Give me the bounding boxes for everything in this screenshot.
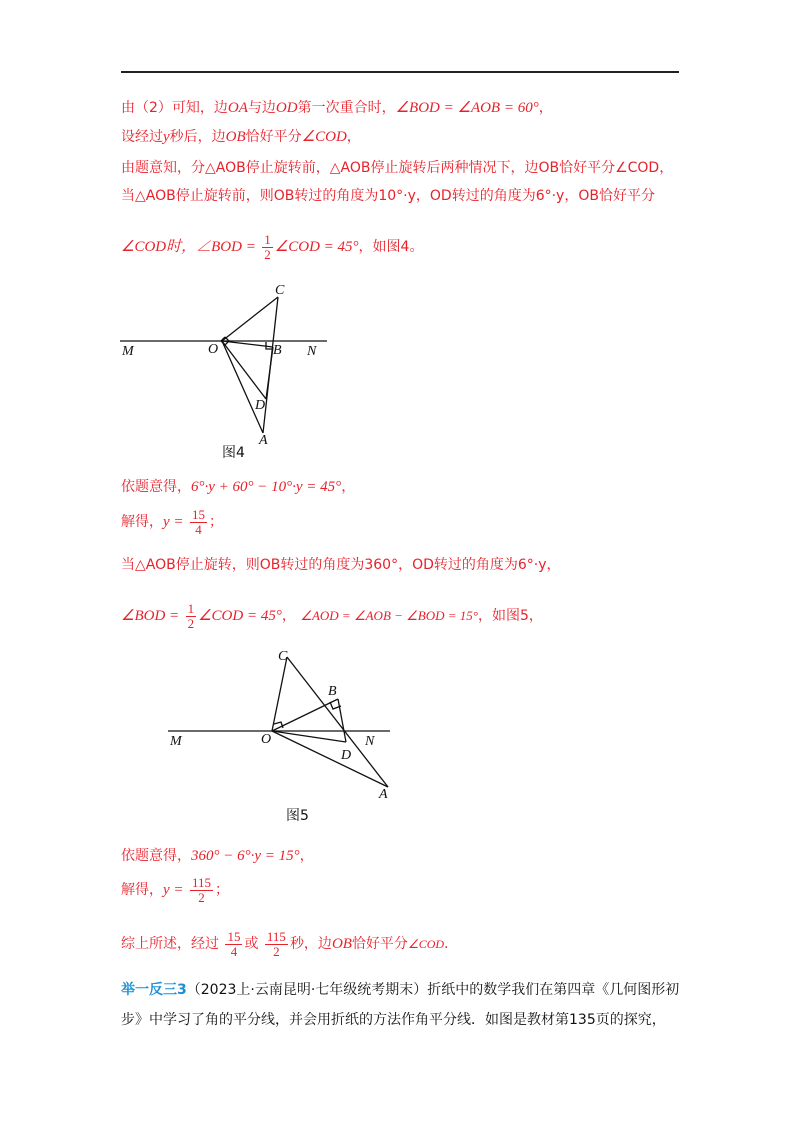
- label-c: C: [278, 649, 288, 664]
- text: ，: [281, 608, 296, 624]
- text: 依题意得，: [121, 479, 191, 495]
- text-line-8: 当△AOB停止旋转，则OB转过的角度为360°，OD转过的角度为6°·y，: [121, 557, 561, 573]
- text-line-12: [121, 928, 448, 960]
- text: （2023上·云南昆明·七年级统考期末）折纸中的数学我们在第四章《几何图形初: [186, 982, 680, 998]
- text-line-13: [121, 980, 679, 1000]
- text: ，: [538, 100, 553, 116]
- text: 与边: [247, 100, 276, 116]
- text: 由（2）可知，边: [121, 100, 228, 116]
- text: ∠COD时，: [121, 239, 197, 255]
- numerator: 115: [266, 928, 286, 944]
- equation: ∠COD = 45°: [198, 608, 282, 624]
- text: 秒后，边: [169, 129, 226, 145]
- math: OD: [275, 100, 298, 116]
- text: ，: [341, 479, 356, 495]
- fraction: [186, 602, 197, 631]
- math: OB: [331, 936, 352, 952]
- fraction: [265, 930, 288, 959]
- segment-bd: [266, 347, 273, 399]
- equation: ∠AOD = ∠AOB − ∠BOD = 15°: [300, 608, 478, 623]
- text-line-6: [121, 477, 355, 497]
- text-line-5: [121, 232, 423, 262]
- denominator: 2: [264, 246, 271, 262]
- label-o: O: [261, 732, 272, 747]
- math: ∠COD: [407, 937, 445, 951]
- denominator: 4: [230, 943, 238, 959]
- text: 解得，: [121, 514, 163, 530]
- text: 设经过: [121, 129, 163, 145]
- equation: 6°·y + 60° − 10°·y = 45°: [191, 479, 342, 495]
- label-d: D: [255, 398, 266, 413]
- text: .: [444, 936, 449, 952]
- segment-oc: [222, 297, 278, 341]
- fraction: [190, 876, 213, 905]
- text: ，: [299, 848, 314, 864]
- text-line-10: [121, 846, 314, 866]
- fraction: [225, 930, 242, 959]
- denominator: 2: [198, 889, 205, 905]
- numerator: 1: [187, 600, 195, 616]
- exercise-tag: 举一反三3: [121, 982, 187, 998]
- equation: y =: [163, 514, 184, 530]
- equation: y =: [163, 882, 184, 898]
- segment-ca: [287, 657, 388, 787]
- denominator: 2: [273, 943, 280, 959]
- segment-oc: [272, 657, 287, 731]
- label-b: B: [328, 684, 337, 699]
- figure-5: [160, 640, 400, 810]
- label-a: A: [379, 787, 388, 802]
- label-n: N: [365, 734, 375, 749]
- text: 或: [244, 936, 259, 952]
- segment-bd: [338, 699, 346, 742]
- figure-4: [115, 278, 345, 458]
- fraction: [190, 508, 207, 537]
- numerator: 115: [191, 874, 212, 890]
- text: 第一次重合时，: [297, 100, 396, 116]
- equation: ∠BOD = ∠AOB = 60°: [395, 100, 539, 116]
- figure-5-caption: 图5: [286, 808, 309, 824]
- text-line-4: 当△AOB停止旋转前，则OB转过的角度为10°·y，OD转过的角度为6°·y，OB恰好平分: [121, 188, 655, 204]
- label-d: D: [341, 748, 352, 763]
- text: 解得，: [121, 882, 163, 898]
- equation: ∠BOD =: [121, 608, 180, 624]
- label-n: N: [307, 344, 317, 359]
- text-line-7: [121, 506, 223, 538]
- text: 恰好平分: [351, 936, 408, 952]
- label-c: C: [275, 283, 285, 298]
- numerator: 15: [191, 506, 205, 522]
- text: ，: [346, 129, 361, 145]
- label-m: M: [170, 734, 182, 749]
- numerator: 15: [227, 928, 241, 944]
- fraction: [262, 233, 273, 262]
- text: ；: [208, 514, 223, 530]
- math: OB: [225, 129, 246, 145]
- text-line-11: [121, 874, 229, 906]
- equation: ∠COD = 45°: [274, 239, 359, 255]
- math: OA: [227, 100, 248, 116]
- text: 综上所述，经过: [121, 936, 219, 952]
- numerator: 1: [264, 231, 271, 247]
- math: ∠COD: [301, 129, 347, 145]
- text-line-2: [121, 127, 361, 147]
- right-angle-mark-o: [274, 722, 283, 728]
- label-b: B: [273, 343, 282, 358]
- denominator: 4: [195, 521, 202, 537]
- equation: ∠BOD =: [196, 239, 256, 255]
- equation: 360° − 6°·y = 15°: [191, 848, 300, 864]
- text-line-14: 步》中学习了角的平分线，并会用折纸的方法作角平分线．如图是教材第135页的探究，: [121, 1012, 666, 1028]
- text: ，如图5，: [478, 608, 543, 624]
- math: y: [163, 129, 170, 145]
- label-o: O: [208, 342, 219, 357]
- text-line-3: 由题意知，分△AOB停止旋转前，△AOB停止旋转后两种情况下，边OB恰好平分∠COD，: [121, 160, 674, 176]
- text: ；: [215, 882, 230, 898]
- text-line-1: [121, 98, 553, 118]
- figure-4-caption: 图4: [222, 445, 245, 461]
- header-rule: [121, 71, 679, 73]
- denominator: 2: [187, 615, 195, 631]
- text: 恰好平分: [245, 129, 302, 145]
- label-m: M: [122, 344, 134, 359]
- text: 秒，边: [289, 936, 332, 952]
- label-a: A: [259, 433, 268, 448]
- text: 依题意得，: [121, 848, 191, 864]
- text-line-9: [121, 600, 543, 632]
- text: ，如图4。: [358, 239, 424, 255]
